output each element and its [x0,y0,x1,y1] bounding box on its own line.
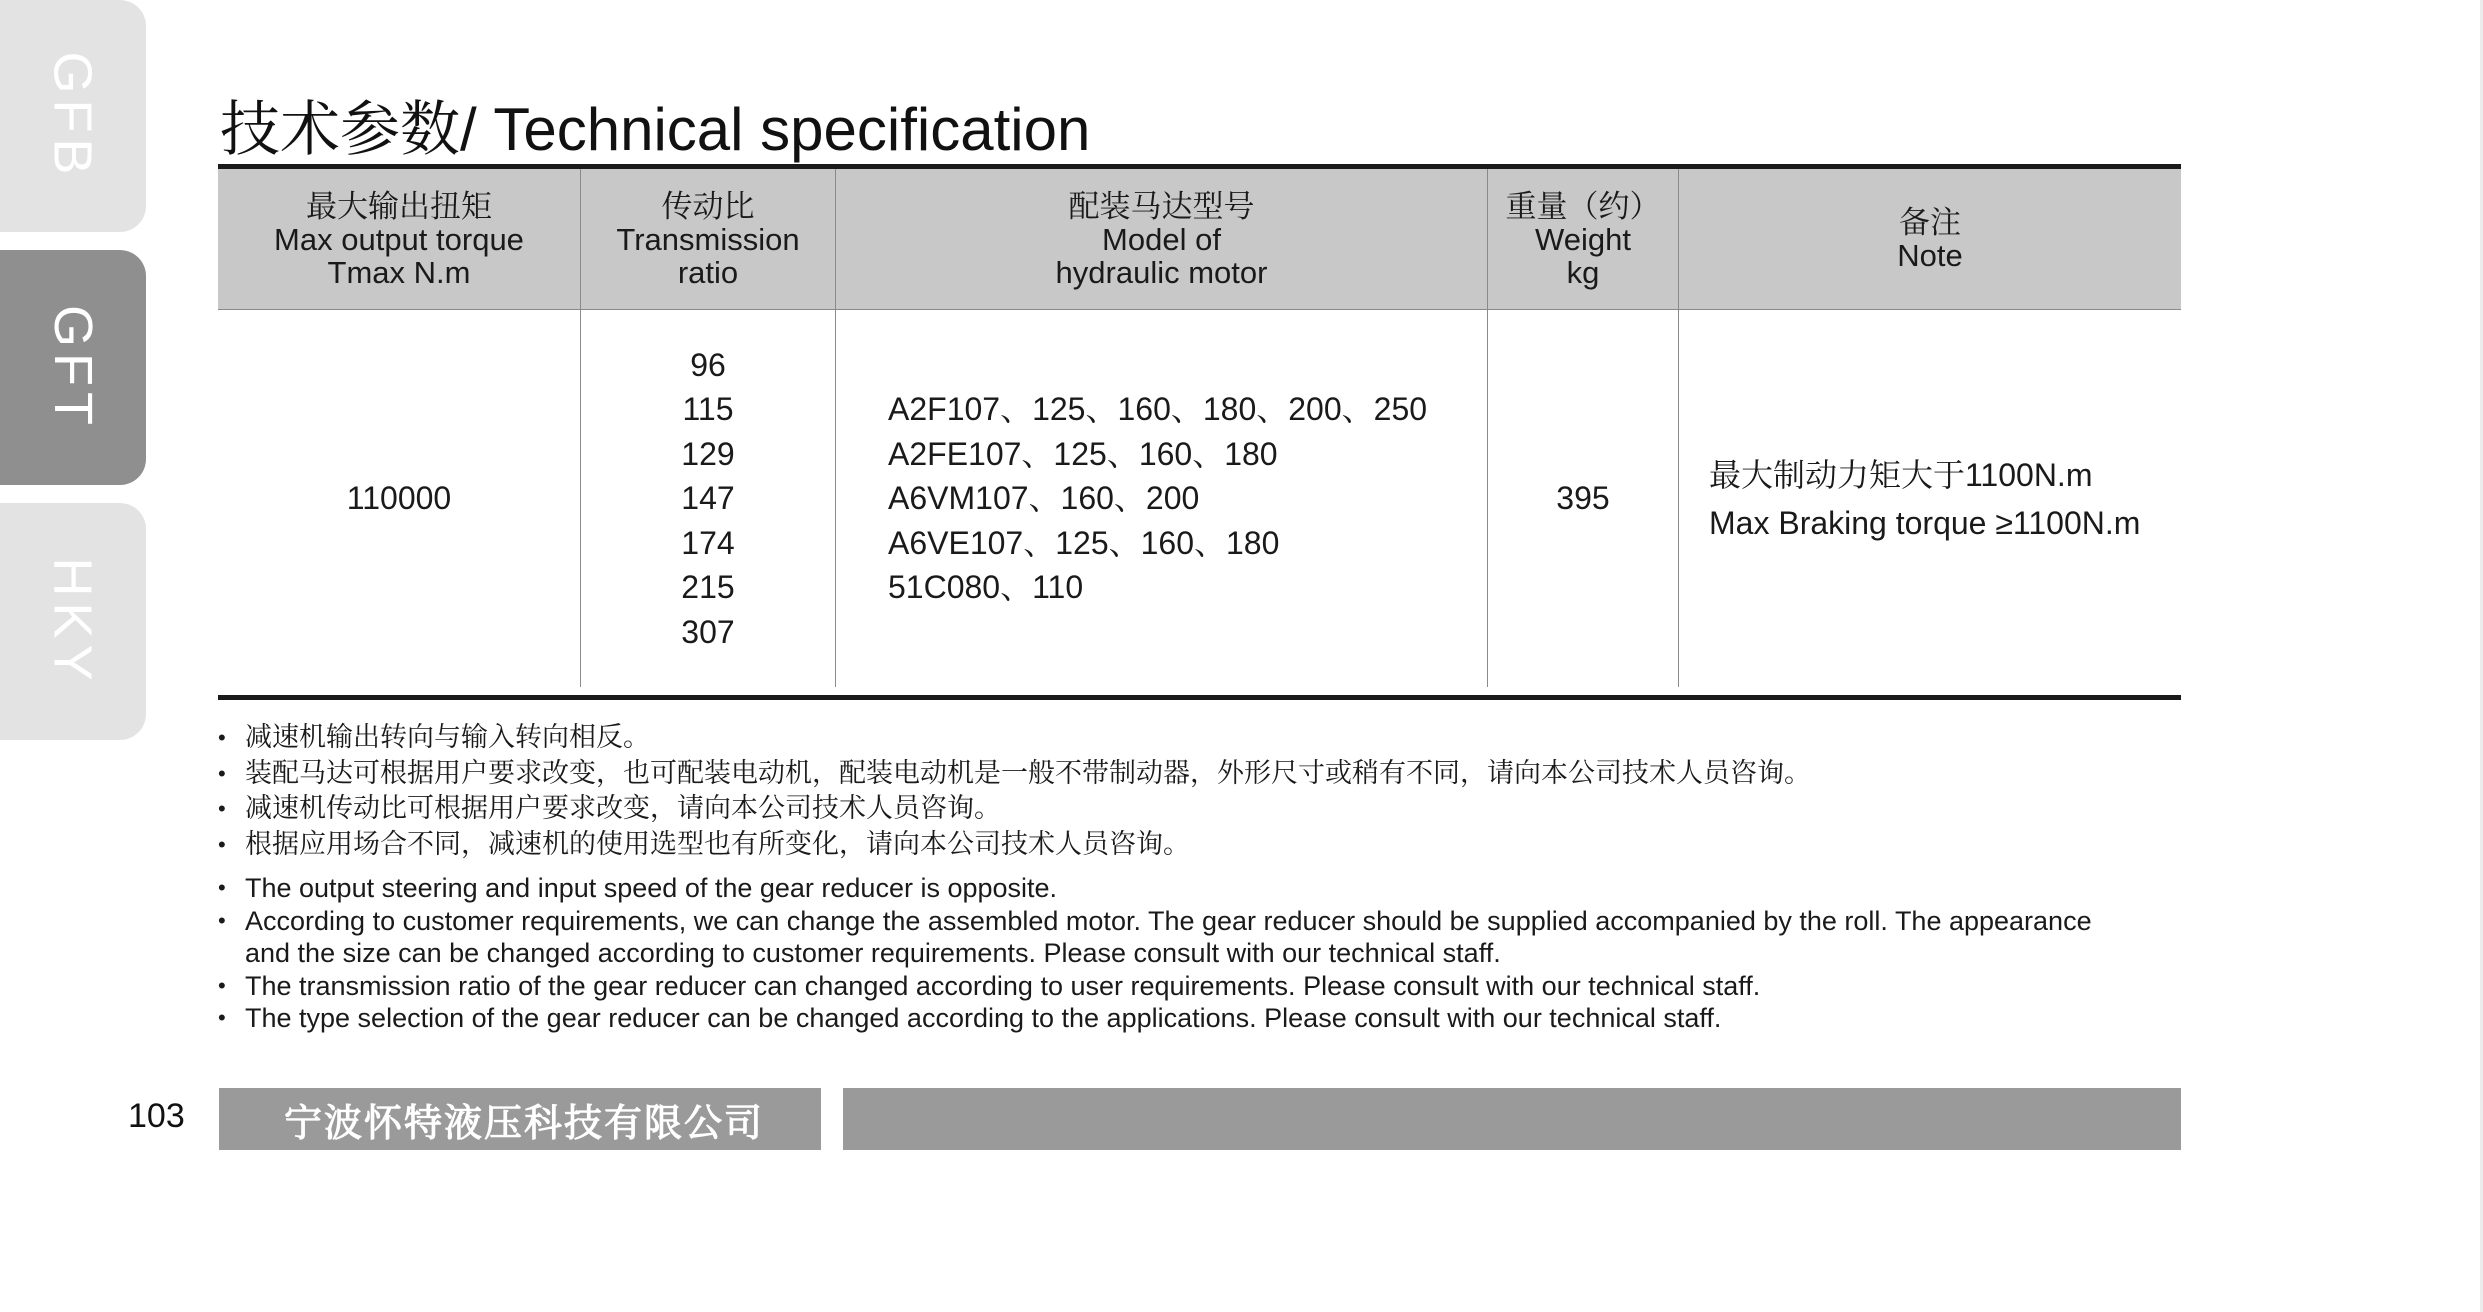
ratio-value: 115 [682,391,734,428]
bullet-icon: • [218,875,226,900]
list-item [218,791,2208,827]
header-line: Note [1897,238,1963,273]
motor-model: A2FE107、125、160、180 [888,435,1278,472]
bullet-icon: • [218,725,226,750]
side-tab-gft[interactable] [0,250,146,485]
cell-weight [1487,310,1678,687]
bullet-icon: • [218,760,226,786]
bullet-icon: • [218,1005,226,1030]
footer-company-bar [219,1088,821,1150]
ratio-value: 129 [681,435,735,472]
torque-value: 110000 [346,480,452,516]
motor-model: 51C080、110 [888,569,1084,606]
list-item [218,720,2208,756]
header-line: 最大输出扭矩 [306,188,492,224]
header-line: hydraulic motor [1055,254,1268,290]
note-text: The type selection of the gear reducer can be changed according to the applications. Please consult with our technical staff. [245,1003,1722,1033]
motor-model: A6VE107、125、160、180 [888,524,1280,561]
cell-note [1678,310,2181,687]
note-text: and the size can be changed according to customer requirements. Please consult with our technical staff. [245,938,1501,968]
note-text: 减速机传动比可根据用户要求改变，请向本公司技术人员咨询。 [245,793,1001,823]
ratio-value: 174 [681,524,735,561]
header-line: Transmission [616,221,800,257]
bullet-icon: • [218,972,226,998]
header-motor [835,169,1487,309]
notes-english [218,872,2208,1035]
cell-torque [218,310,580,687]
cell-motors [835,310,1487,687]
list-item [218,872,2208,905]
header-line: Tmax N.m [327,254,471,290]
list-item [218,827,2208,863]
header-line: 传动比 [661,188,755,224]
footer-bar [843,1088,2181,1150]
header-torque [218,169,580,309]
table-header-row [218,169,2181,310]
ratio-value: 147 [681,480,735,517]
cell-ratios [580,310,835,687]
header-line: kg [1566,254,1600,290]
page-number: 103 [128,1097,185,1135]
company-name: 宁波怀特液压科技有限公司 [284,1099,765,1145]
note-text: The transmission ratio of the gear reducer can changed according to user requirements. Please consult with our technical staff. [245,970,1761,1001]
note-text: According to customer requirements, we can change the assembled motor. The gear reducer should be supplied accompanied by the roll. The appearance [245,905,2092,936]
header-line: Weight [1535,221,1631,257]
weight-value: 395 [1556,480,1610,516]
motor-model: A2F107、125、160、180、200、250 [888,391,1428,428]
list-item-continuation [218,937,2208,970]
bullet-icon: • [218,796,226,821]
header-line: 备注 [1899,205,1961,240]
side-tab-label: GFT [42,304,103,431]
ratio-value: 96 [690,346,726,383]
header-line: 配装马达型号 [1068,188,1255,224]
header-line: Model of [1102,221,1221,257]
note-text: 装配马达可根据用户要求改变，也可配装电动机，配装电动机是一般不带制动器，外形尺寸或稍有不同，请向本公司技术人员咨询。 [245,757,1811,788]
note-text-cn: 最大制动力矩大于1100N.m [1709,456,2093,493]
ratio-value: 307 [681,613,735,650]
note-text: The output steering and input speed of the gear reducer is opposite. [245,873,1058,903]
table-bottom-rule [218,695,2181,700]
note-text: 根据应用场合不同，减速机的使用选型也有所变化，请向本公司技术人员咨询。 [245,828,1190,859]
bullet-icon: • [218,831,226,857]
note-text: 减速机输出转向与输入转向相反。 [245,722,650,752]
page-title: 技术参数/ Technical specification [220,96,1091,163]
side-tab-hky[interactable] [0,503,146,740]
header-line: Max output torque [274,221,524,257]
side-tab-label: HKY [42,556,103,687]
ratio-value: 215 [681,569,735,606]
list-item [218,756,2208,792]
header-note [1678,169,2181,309]
side-tab-label: GFB [42,51,103,181]
header-ratio [580,169,835,309]
bullet-icon: • [218,907,226,933]
list-item [218,905,2208,938]
list-item [218,970,2208,1003]
header-line: ratio [677,254,739,290]
motor-model: A6VM107、160、200 [888,480,1200,517]
side-tab-gfb[interactable] [0,0,146,232]
note-text-en: Max Braking torque ≥1100N.m [1709,504,2141,541]
notes-chinese [218,720,2208,862]
list-item [218,1002,2208,1035]
header-line: 重量（约） [1505,188,1661,224]
header-weight [1487,169,1678,309]
